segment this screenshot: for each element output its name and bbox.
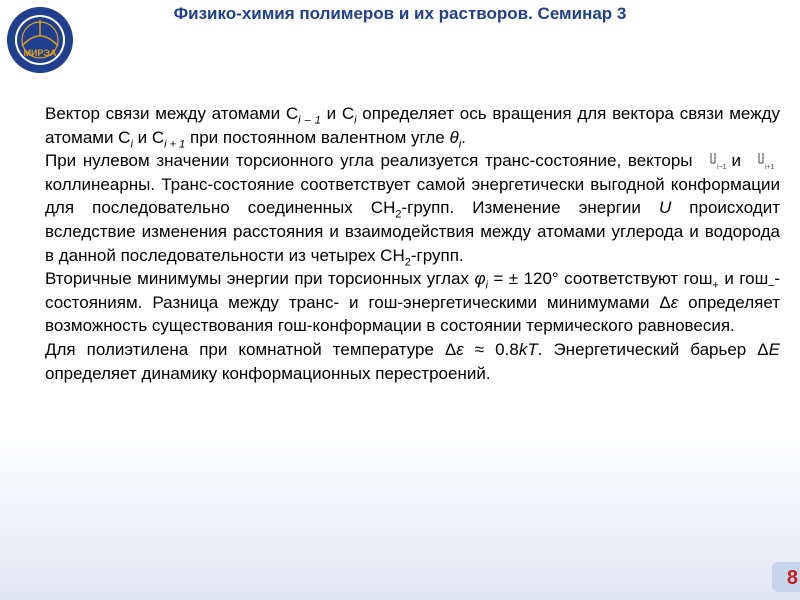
slide-body <box>45 102 780 385</box>
paragraph-3: Вторичные минимумы энергии при торсионных углах $\varphi_i$ = ± 120° соответствуют гош$_+$ и гош$_-$-состояниям. Разница между транс- и гош-энергетическими минимумами Δε определяет возможность существования гош-конформации в состоянии термического равновесия. <box>45 269 781 336</box>
page-number: 8 <box>786 567 798 589</box>
slide-title: Физико-химия полимеров и их растворов. Семинар 3 <box>173 4 627 23</box>
svg-text:i−1: i−1 <box>716 164 727 172</box>
vector-l-prev-icon <box>709 151 729 171</box>
svg-text:i+1: i+1 <box>765 164 775 172</box>
paragraph-4: Для полиэтилена при комнатной температуре Δε ≈ 0.8kT. Энергетический барьер ΔE определяет динамику конформационных перестроений. <box>45 339 780 383</box>
vector-l-next-icon <box>757 151 777 171</box>
paragraph-1: Вектор связи между атомами $C_{i - 1}$ и $C_i$ определяет ось вращения для вектора связи между атомами $C_i$ и $C_{i + 1}$ при постоянном валентном угле $\theta_i$. <box>45 104 780 150</box>
mirea-logo <box>6 6 74 74</box>
logo-text: МИРЭА <box>23 48 57 58</box>
paragraph-2: При нулевом значении торсионного угла реализуется транс-состояние, векторы i−1 и i+1 коллинеарны. Транс-состояние соответствует самой энергетически выгодной конформации для последовательно соединенных $CH_2$-групп. Изменение энергии U происходит вследствие изменения расстояния и взаимодействия между атомами углерода и водорода в данной последовательности из четырех $CH_2$-групп. <box>45 151 780 268</box>
